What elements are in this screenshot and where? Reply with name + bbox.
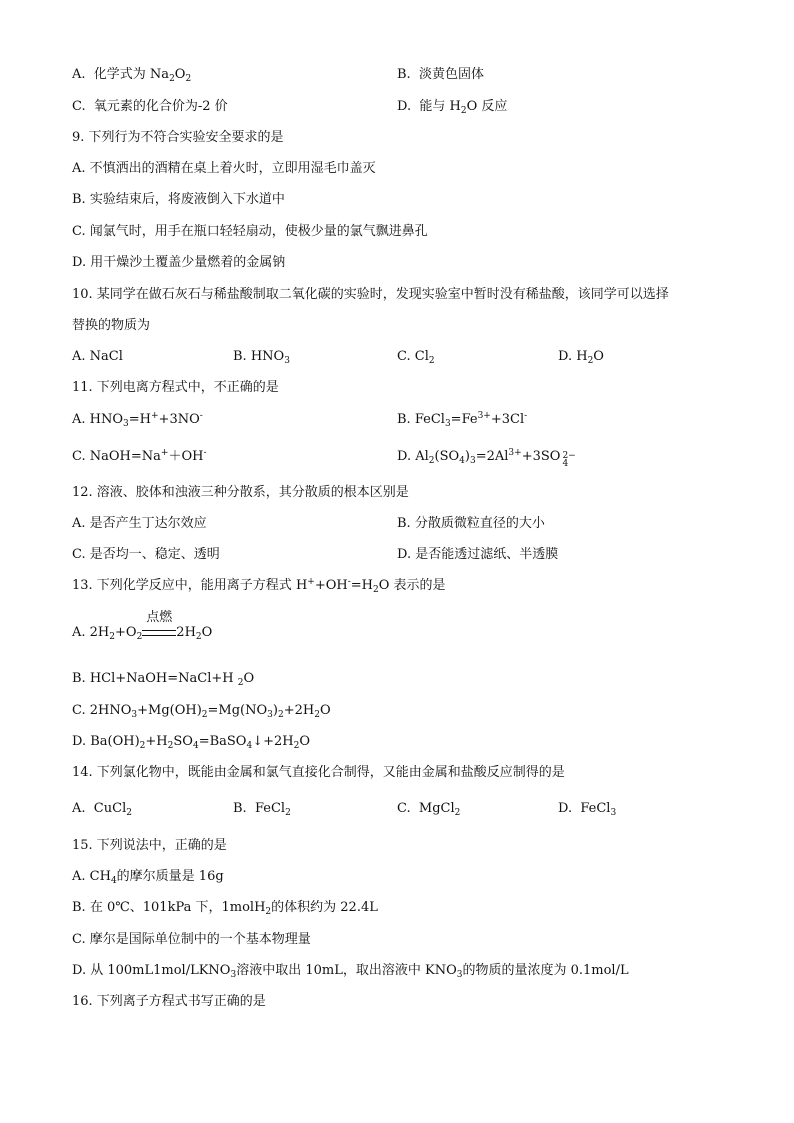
q9-option-b: B. 实验结束后，将废液倒入下水道中	[72, 192, 285, 207]
q15-stem: 15. 下列说法中，正确的是	[72, 838, 227, 853]
q12-option-a: A. 是否产生丁达尔效应	[72, 516, 207, 531]
q14-option-d: D. FeCl$_3$	[558, 801, 617, 818]
q9-option-c: C. 闻氯气时，用手在瓶口轻轻扇动，使极少量的氯气飘进鼻孔	[72, 224, 428, 239]
q13-option-a: A. $2H_2+O_2$ 点燃 $2H_2O$	[72, 610, 213, 642]
q15-option-d: D. 从 $100mL1mol/LKNO_3$溶液中取出 10mL，取出溶液中 $KNO_3$的物质的量浓度为 0.1mol/L	[72, 963, 629, 980]
q9-option-a: A. 不慎洒出的酒精在桌上着火时，立即用湿毛巾盖灭	[72, 161, 376, 176]
q12-option-d: D. 是否能透过滤纸、半透膜	[397, 547, 559, 562]
charge-stack: 2− 4	[562, 451, 576, 469]
reaction-condition: 点燃	[142, 624, 176, 636]
q9-stem: 9. 下列行为不符合实验安全要求的是	[72, 130, 284, 145]
q8-option-c: C. 氧元素的化合价为-2 价	[72, 99, 228, 114]
q11-option-c: C. NaOH=Na+＋OH-	[72, 448, 207, 464]
q11-option-a: A. $HNO_3=H^++3NO^-$	[72, 411, 203, 429]
q13-option-d: D. $Ba(OH)_2+H_2SO_4=BaSO_4↓+2H_2O$	[72, 734, 310, 751]
q10-stem-line2: 替换的物质为	[72, 318, 151, 333]
q13-option-c: C. $2HNO_3+Mg(OH)_2=Mg(NO_3)_2+2H_2O$	[72, 703, 331, 720]
q10-stem-line1: 10. 某同学在做石灰石与稀盐酸制取二氧化碳的实验时，发现实验室中暂时没有稀盐酸，该同学可以选择	[72, 287, 669, 302]
q15-option-c: C. 摩尔是国际单位制中的一个基本物理量	[72, 932, 311, 947]
q11-option-d: D. $Al_2(SO_4)_3=2Al^{3+}+3SO$ 2− 4	[397, 448, 576, 469]
q11-stem: 11. 下列电离方程式中，不正确的是	[72, 380, 279, 395]
q14-option-a: A. CuCl$_2$	[72, 801, 132, 818]
q8-option-d: D. 能与 $H_2O$ 反应	[397, 99, 508, 116]
q13-option-b: B. HCl+NaOH=NaCl+H $_2$O	[72, 671, 255, 688]
q12-stem: 12. 溶液、胶体和浊液三种分散系，其分散质的根本区别是	[72, 485, 409, 500]
q14-option-c: C. MgCl$_2$	[397, 801, 461, 818]
q14-stem: 14. 下列氯化物中，既能由金属和氯气直接化合制得，又能由金属和盐酸反应制得的是	[72, 765, 565, 780]
q14-option-b: B. FeCl$_2$	[233, 801, 291, 818]
q10-option-d: D. $H_2O$	[558, 349, 604, 366]
q12-option-b: B. 分散质微粒直径的大小	[397, 516, 545, 531]
q15-option-a: A. $CH_4$的摩尔质量是 16g	[72, 869, 224, 886]
q8-option-a: A. 化学式为 $Na_2O_2$	[72, 67, 192, 84]
q9-option-d: D. 用干燥沙土覆盖少量燃着的金属钠	[72, 255, 286, 270]
q10-option-a: A. NaCl	[72, 349, 123, 364]
q8-option-b: B. 淡黄色固体	[397, 67, 484, 82]
q16-stem: 16. 下列离子方程式书写正确的是	[72, 994, 266, 1009]
q10-option-b: B. $HNO_3$	[233, 349, 290, 366]
q10-option-c: C. $Cl_2$	[397, 349, 435, 366]
q12-option-c: C. 是否均一、稳定、透明	[72, 547, 220, 562]
q13-stem: 13. 下列化学反应中，能用离子方程式 $H^++OH^-=H_2O$ 表示的是	[72, 577, 446, 595]
q11-option-b: B. $FeCl_3=Fe^{3+}+3Cl^-$	[397, 411, 528, 429]
q15-option-b: B. 在 0℃、101kPa 下，1molH$_2$的体积约为 22.4L	[72, 900, 378, 917]
